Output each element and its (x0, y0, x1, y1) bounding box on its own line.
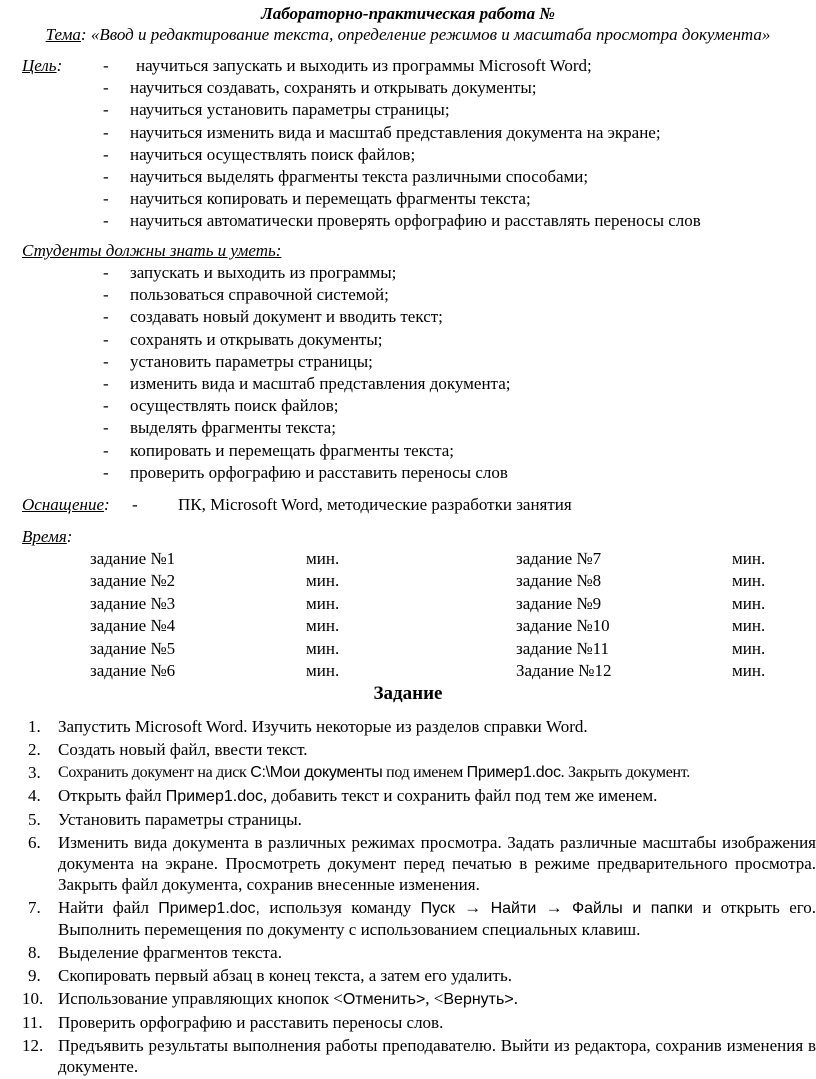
task-item: 7. Найти файл Пример1.doc, используя команду Пуск → Найти → Файлы и папки и открыть его. Выполнить перемещения по документу с использованием специальных клавиш. (28, 898, 816, 939)
equipment-label: Оснащение (22, 495, 105, 514)
task-item: 8. Выделение фрагментов текста. (28, 943, 282, 962)
goal-label: Цель (22, 56, 57, 75)
goal-colon: : (56, 56, 63, 75)
menu-find-text: Найти (490, 900, 537, 917)
equipment-text: ПК, Microsoft Word, методические разработки занятия (178, 495, 572, 514)
equipment-line: Оснащение: - ПК, Microsoft Word, методические разработки занятия (22, 495, 572, 514)
task-item: 3. Сохранить документ на диск C:\Мои документы под именем Пример1.doc. Закрыть документ. (28, 763, 690, 782)
goal-label-wrap (22, 55, 62, 77)
time-row: задание №2 мин. задание №8 мин. (90, 571, 766, 591)
document-page: Лабораторно-практическая работа № Тема: «Ввод и редактирование текста, определение режимов и масштаба просмотра документа» Цель: - научиться запускать и выходить из программы Microsoft Word; - научиться создавать, сохранять и открывать документы; - научиться установить параметры страницы; - научиться изменить вида и масштаб представления документа на экране; - научиться осуществлять поиск файлов; - научиться выделять фрагменты текста различными способами; - научиться копировать и перемещать фрагменты текста; - научиться автоматически проверять орфографию и расставлять переносы слов Студенты должны знать и уметь: - запускать и выходить из программы; - пользоваться справочной системой; - создавать новый документ и вводить текст; - сохранять и открывать документы; - установить параметры страницы; - изменить вида и масштаб представления документа; - осуществлять поиск файлов; - выделять фрагменты текста; - копировать и перемещать фрагменты текста; - проверить орфографию и расставить переносы слов Оснащение: - ПК, Microsoft Word, методические разработки занятия Время: задание №1 мин. задание №7 мин. задание №2 мин. задание №8 мин. задание №3 мин. задание №9 мин. задание №4 мин. задание №10 мин. задание №5 мин. задание №11 мин. задание №6 мин. Задание №12 мин. Задание 1. Запустить Microsoft Word. Изучить некоторые из разделов справки Word. 2. Создать новый файл, ввести текст. 3. Сохранить документ на диск C:\Мои документы под именем Пример1.doc. Закрыть документ. 4. Открыть файл Пример1.doc, добавить текст и сохранить файл под тем же именем. 5. Установить параметры страницы. 6. Изменить вида документа в различных режимах просмотра. Задать различные масштабы изображения документа на экране. Просмотреть документ перед печатью в режиме предварительного просмотра. Закрыть файл документа, сохранив внесенные изменения. 7. Найти файл Пример1.doc, используя команду Пуск → Найти → Файлы и папки и открыть его. Выполнить перемещения по документу с использованием специальных клавиш. 8. Выделение фрагментов текста. 9. Скопировать первый абзац в конец текста, а затем его удалить. 10. Использование управляющих кнопок <Отменить>, <Вернуть>. 11. Проверить орфографию и расставить переносы слов. 12. Предъявить результаты выполнения работы преподавателю. Выйти из редактора, сохранив изменения в документе. (0, 0, 816, 1073)
doc-topic (0, 25, 816, 45)
filename-text: Пример1.doc, (158, 900, 260, 917)
filename-text: Пример1.doc (165, 788, 263, 805)
time-table (0, 548, 816, 682)
filename-text: Пример1.doc (466, 764, 561, 781)
task-item: 12. Предъявить результаты выполнения работы преподавателю. Выйти из редактора, сохранив изменения в документе. (22, 1036, 816, 1076)
menu-files-text: Файлы и папки (571, 900, 693, 917)
time-row: задание №4 мин. задание №10 мин. (90, 616, 766, 636)
task-item: 4. Открыть файл Пример1.doc, добавить текст и сохранить файл под тем же именем. (28, 786, 658, 805)
task-item: 2. Создать новый файл, ввести текст. (28, 740, 308, 759)
task-list (0, 716, 816, 1079)
skills-label: Студенты должны знать и уметь: (22, 241, 282, 260)
menu-start-text: Пуск (420, 900, 455, 917)
task-item: 1. Запустить Microsoft Word. Изучить некоторые из разделов справки Word. (28, 717, 588, 736)
time-row: задание №5 мин. задание №11 мин. (90, 638, 766, 658)
doc-title: Лабораторно-практическая работа № (261, 4, 555, 23)
assignment-heading: Задание (373, 683, 443, 704)
topic-label: Тема (45, 25, 81, 44)
task-item: 9. Скопировать первый абзац в конец текста, а затем его удалить. (28, 966, 512, 985)
time-label-wrap: Время: (22, 527, 73, 546)
redo-button-text: Вернуть> (443, 991, 514, 1008)
time-row: задание №3 мин. задание №9 мин. (90, 593, 766, 613)
task-item: 5. Установить параметры страницы. (28, 810, 302, 829)
arrow-right-icon: → (454, 898, 491, 917)
task-item: 6. Изменить вида документа в различных режимах просмотра. Задать различные масштабы изображения документа на экране. Просмотреть документ перед печатью в режиме предварительного просмотра. Закрыть файл документа, сохранив внесенные изменения. (28, 833, 816, 894)
undo-button-text: Отменить> (342, 991, 426, 1008)
time-label: Время (22, 527, 67, 546)
path-text: C:\Мои документы (250, 764, 383, 781)
task-item: 10. Использование управляющих кнопок <Отменить>, <Вернуть>. (22, 989, 518, 1008)
time-row: задание №6 мин. Задание №12 мин. (90, 660, 766, 680)
topic-text: : «Ввод и редактирование текста, определение режимов и масштаба просмотра документа» (80, 25, 771, 44)
equipment-dash: - (132, 495, 138, 514)
skills-label-wrap (22, 240, 281, 262)
time-row: задание №1 мин. задание №7 мин. (90, 549, 766, 568)
task-item: 11. Проверить орфографию и расставить переносы слов. (22, 1013, 444, 1032)
arrow-right-icon: → (536, 898, 572, 917)
